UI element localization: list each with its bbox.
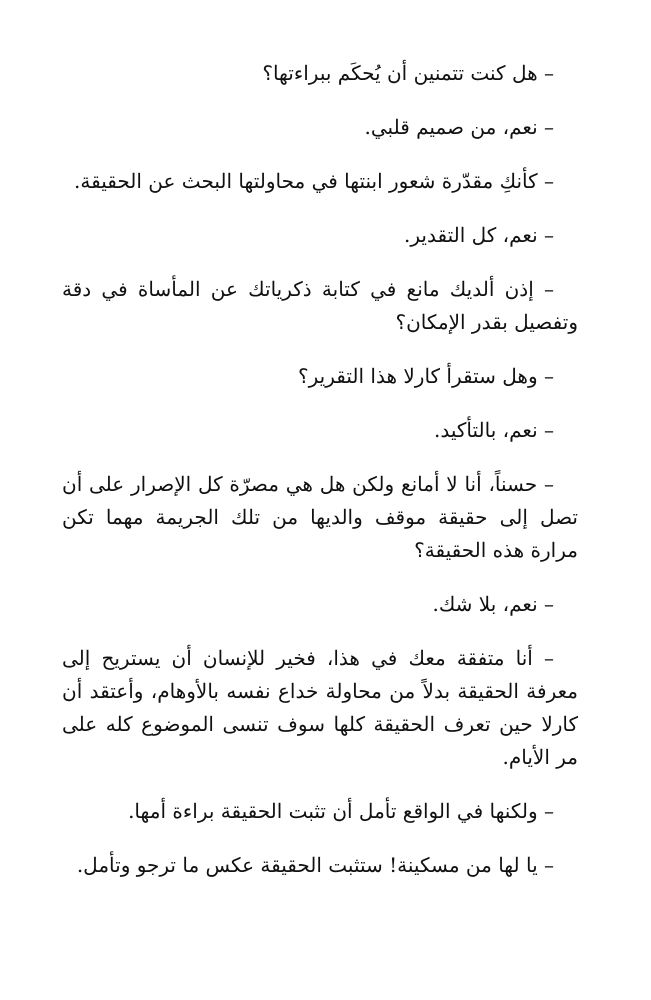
dialogue-paragraph: – حسناً، أنا لا أمانع ولكن هل هي مصرّة كل الإصرار على أن تصل إلى حقيقة موقف والديها من تلك الجريمة مهما تكن مرارة هذه الحقيقة؟	[62, 472, 578, 562]
dialogue-paragraph: – إذن ألديك مانع في كتابة ذكرياتك عن المأساة في دقة وتفصيل بقدر الإمكان؟	[62, 277, 578, 334]
dialogue-paragraph: – هل كنت تتمنين أن يُحكَم ببراءتها؟	[262, 61, 554, 85]
dialogue-paragraph: – نعم، بلا شك.	[432, 592, 554, 616]
dialogue-paragraph: – نعم، بالتأكيد.	[434, 418, 554, 442]
dialogue-paragraph: – كأنكِ مقدّرة شعور ابنتها في محاولتها البحث عن الحقيقة.	[74, 169, 554, 193]
dialogue-paragraph: – ولكنها في الواقع تأمل أن تثبت الحقيقة براءة أمها.	[128, 799, 554, 823]
dialogue-paragraph: – يا لها من مسكينة! ستثبت الحقيقة عكس ما ترجو وتأمل.	[76, 853, 554, 877]
dialogue-paragraph: – أنا متفقة معك في هذا، فخير للإنسان أن يستريح إلى معرفة الحقيقة بدلاً من محاولة خداع نفسه بالأوهام، وأعتقد أن كارلا حين تعرف الحقيقة كلها سوف تنسى الموضوع كله على مر الأيام.	[62, 646, 578, 769]
dialogue-paragraph: – نعم، من صميم قلبي.	[364, 115, 554, 139]
dialogue-text-block	[62, 57, 578, 882]
dialogue-paragraph: – وهل ستقرأ كارلا هذا التقرير؟	[298, 364, 554, 388]
dialogue-paragraph: – نعم، كل التقدير.	[404, 223, 554, 247]
